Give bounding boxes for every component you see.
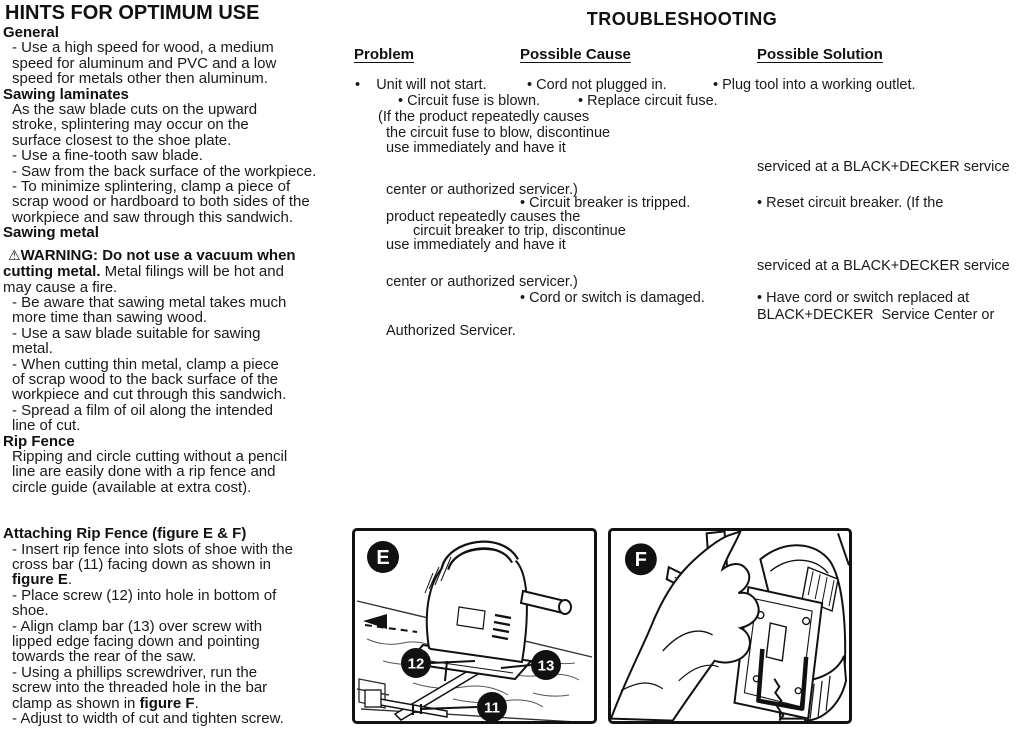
text-line: . [67,571,73,589]
text-line: circle guide (available at extra cost). [12,478,252,496]
text-line: metal. [12,340,53,358]
text-line: of scrap wood to the back surface of the [12,370,278,388]
heading-attaching-rip-fence: Attaching Rip Fence (figure E & F) [3,525,247,543]
text-line: shoe. [12,602,49,620]
text-line [12,572,349,587]
warning-line [3,264,349,279]
col-header-problem: Problem [354,46,415,63]
ts-note-line: (If the product repeatedly causes [378,109,590,125]
text-line [12,696,349,711]
text-line: As the saw blade cuts on the upward [12,101,258,119]
text-line: towards the rear of the saw. [12,648,197,666]
ts-note-line: circuit breaker to trip, discontinue [413,223,626,239]
figure-f-illustration [611,531,849,721]
troubleshooting-title: TROUBLESHOOTING [586,9,778,29]
callout-11: 11 [484,699,500,717]
warning-text-bold: cutting metal. [3,263,101,281]
text-line: clamp as shown in [12,694,140,712]
text-line: - Align clamp bar (13) over screw with [12,617,263,635]
text-line: - Saw from the back surface of the workpiece. [12,162,317,180]
ts-solution-line: serviced at a BLACK+DECKER service [757,159,1010,175]
ts-note-line: center or authorized servicer.) [386,182,578,198]
text-line: - To minimize splintering, clamp a piece of [12,178,291,196]
ts-solution-line: • Reset circuit breaker. (If the [757,195,944,211]
text-line: stroke, splintering may occur on the [12,116,249,134]
text-line: - Using a phillips screwdriver, run the [12,663,258,681]
figure-e-illustration [355,531,594,721]
text-line: workpiece and saw through this sandwich. [12,208,293,226]
text-line: cross bar (11) facing down as shown in [12,556,272,573]
figure-ref-f: figure F [139,694,195,712]
warning-icon: ⚠ [8,247,21,264]
text-line: line are easily done with a rip fence and [12,463,276,481]
col-header-cause: Possible Cause [520,46,631,63]
text-line: - Place screw (12) into hole in bottom of [12,586,277,604]
ts-solution-line: • Have cord or switch replaced at [757,290,970,306]
figure-e [352,528,597,724]
ts-solution-line: • Replace circuit fuse. [578,93,718,109]
hints-column [3,2,349,726]
ts-cause-line: • Circuit fuse is blown. [398,93,541,109]
ts-note-line: use immediately and have it [386,237,566,253]
text-line: - Use a saw blade suitable for sawing [12,324,261,342]
heading-sawing-metal: Sawing metal [3,224,99,242]
ts-solution-line: BLACK+DECKER Service Center or [757,307,995,323]
ts-note-line: the circuit fuse to blow, discontinue [386,125,611,141]
text-line: - Use a fine-tooth saw blade. [12,147,203,165]
text-line: - When cutting thin metal, clamp a piece [12,355,279,373]
ts-solution-line: • Plug tool into a working outlet. [713,77,916,93]
ts-cause-line: • Circuit breaker is tripped. [520,195,691,211]
text-line: lipped edge facing down and pointing [12,633,260,651]
figure-f [608,528,852,724]
callout-13: 13 [537,657,555,675]
ts-cause-line: • Cord not plugged in. [527,77,667,93]
warning-line [8,248,349,264]
callout-12: 12 [407,655,425,673]
text-line: Ripping and circle cutting without a pencil [12,447,288,465]
col-header-solution: Possible Solution [757,46,883,63]
text-line: . [194,694,199,712]
ts-note-line: Authorized Servicer. [386,323,516,339]
hints-title: HINTS FOR OPTIMUM USE [5,2,260,24]
text-line: speed for aluminum and PVC and a low [12,54,277,72]
text-line: workpiece and cut through this sandwich. [12,386,287,404]
text-line: surface closest to the shoe plate. [12,131,232,149]
figure-f-label: F [634,549,647,572]
text-line: - Be aware that sawing metal takes much [12,293,287,311]
ts-note-line: product repeatedly causes the [386,209,581,225]
text-line: - Use a high speed for wood, a medium [12,39,274,57]
text-line: screw into the threaded hole in the bar [12,679,268,697]
heading-general: General [3,24,59,41]
ts-problem-line: • Unit will not start. [355,77,487,93]
text-line: speed for metals other then aluminum. [12,70,268,88]
ts-solution-line: serviced at a BLACK+DECKER service [757,258,1010,274]
direction-arrow-icon [363,614,387,629]
warning-text-bold: WARNING: Do not use a vacuum when [20,246,296,264]
text-line: - Adjust to width of cut and tighten screw. [12,710,284,728]
warning-line: may cause a fire. [3,278,118,296]
ts-note-line: center or authorized servicer.) [386,274,578,290]
text-line: - Spread a film of oil along the intended [12,401,273,419]
heading-rip-fence: Rip Fence [3,432,75,450]
ts-note-line: use immediately and have it [386,140,566,156]
text-line: - Insert rip fence into slots of shoe with the [12,540,293,558]
heading-sawing-laminates: Sawing laminates [3,85,129,103]
warning-text: Metal filings will be hot and [100,263,284,281]
ts-cause-line: • Cord or switch is damaged. [520,290,705,306]
text-line: line of cut. [12,417,81,435]
figure-ref-e: figure E [12,571,68,589]
text-line: more time than sawing wood. [12,309,208,327]
text-line: scrap wood or hardboard to both sides of the [12,193,310,211]
figure-e-label: E [376,547,390,569]
